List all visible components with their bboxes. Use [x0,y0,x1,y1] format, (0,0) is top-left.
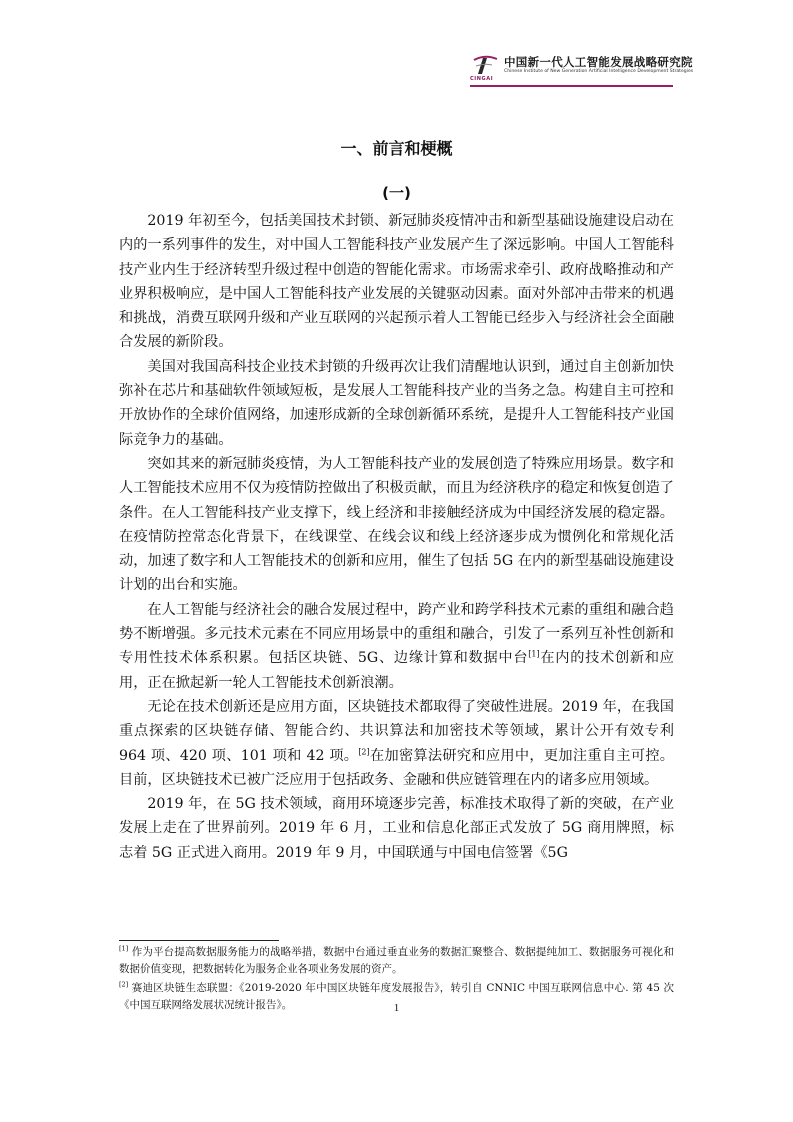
footnote-ref-2[interactable]: [2] [358,746,370,756]
paragraph-1 [119,209,674,355]
paragraph-text: 美国对我国高科技企业技术封锁的升级再次让我们清醒地认识到，通过自主创新加快弥补在芯片和基础软件领域短板，是发展人工智能科技产业的当务之急。构建自主可控和开放协作的全球价值网络，加速形成新的全球创新循环系统，是提升人工智能科技产业国际竞争力的基础。 [119,358,674,448]
section-title: 一、前言和梗概 [340,139,453,158]
paragraph-text: 突如其来的新冠肺炎疫情，为人工智能科技产业的发展创造了特殊应用场景。数字和人工智能技术应用不仅为疫情防控做出了积极贡献，而且为经济秩序的稳定和恢复创造了条件。在人工智能科技产业支撑下，线上经济和非接触经济成为中国经济发展的稳定器。在疫情防控常态化背景下，在线课堂、在线会议和线上经济逐步成为惯例化和常规化活动，加速了数字和人工智能技术的创新和应用，催生了包括 5G 在内的新型基础设施建设计划的出台和实施。 [119,455,674,594]
paragraph-4 [119,598,674,695]
footnote-mark: [1] [119,944,129,953]
body-text [119,209,674,865]
paragraph-text: 2019 年初至今，包括美国技术封锁、新冠肺炎疫情冲击和新型基础设施建设启动在内的一系列事件的发生，对中国人工智能科技产业发展产生了深远影响。中国人工智能科技产业内生于经济转型升级过程中创造的智能化需求。市场需求牵引、政府战略推动和产业界积极响应，是中国人工智能科技产业发展的关键驱动因素。面对外部冲击带来的机遇和挑战，消费互联网升级和产业互联网的兴起预示着人工智能已经步入与经济社会全面融合发展的新阶段。 [119,213,674,351]
footnote-mark: [2] [119,980,129,989]
paragraph-text: 在人工智能与经济社会的融合发展过程中，跨产业和跨学科技术元素的重组和融合趋势不断增强。多元技术元素在不同应用场景中的重组和融合，引发了一系列互补性创新和专用性技术体系积累。包括区块链、5G、边缘计算和数据中台 [119,601,674,667]
paragraph-text: 2019 年，在 5G 技术领域，商用环境逐步完善，标准技术取得了新的突破，在产业发展上走在了世界前列。2019 年 6 月，工业和信息化部正式发放了 5G 商用牌照，标志着 5G 正式进入商用。2019 年 9 月，中国联通与中国电信签署《5G [119,796,674,861]
institute-logo [470,52,694,86]
logo-subtitle: Chinese Institute of New Generation Artificial Intelligence Development Strategies [504,69,694,74]
header-divider [470,85,673,87]
page-number: 1 [393,1002,400,1014]
paragraph-6 [119,792,674,865]
footnote-text: 赛迪区块链生态联盟：《2019-2020 年中国区块链年度发展报告》，转引自 CNNIC 中国互联网信息中心. 第 45 次《中国互联网络发展状况统计报告》。 [119,982,674,1011]
footnote-text: 作为平台提高数据服务能力的战略举措，数据中台通过垂直业务的数据汇聚整合、数据提纯加工、数据服务可视化和数据价值变现，把数据转化为服务企业各项业务发展的资产。 [119,946,674,975]
paragraph-3 [119,452,674,598]
paragraph-text: 在内的技术创新和应用，正在掀起新一轮人工智能技术创新浪潮。 [119,650,674,691]
footnote-1 [119,944,674,978]
sub-title: (一) [382,184,411,202]
logo-title: 中国新一代人工智能发展战略研究院 [504,55,693,69]
footnote-ref-1[interactable]: [1] [528,649,540,659]
footnote-divider [119,940,279,941]
paragraph-2 [119,355,674,452]
paragraph-text: 在加密算法研究和应用中，更加注重自主可控。目前，区块链技术已被广泛应用于包括政务、金融和供应链管理在内的诸多应用领域。 [119,747,674,788]
paragraph-text: 无论在技术创新还是应用方面，区块链技术都取得了突破性进展。2019 年，在我国重点探索的区块链存储、智能合约、共识算法和加密技术等领域，累计公开有效专利 964 项、420 项、101 项和 42 项。 [119,698,674,764]
paragraph-5 [119,695,674,792]
logo-abbr: CINGAI [470,76,494,82]
